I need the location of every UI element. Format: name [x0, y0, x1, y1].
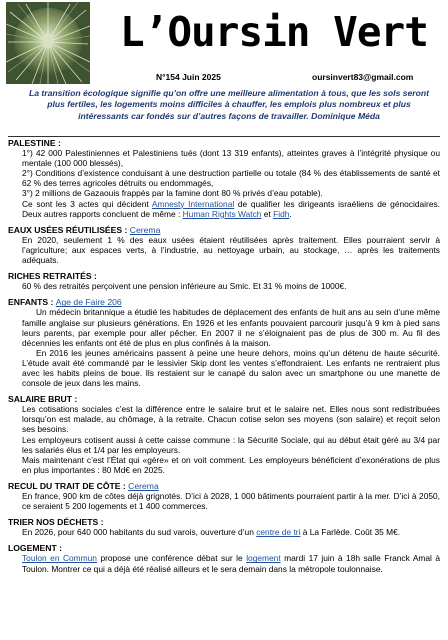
link-hrw[interactable]: Human Rights Watch — [182, 208, 262, 219]
title-text: ENFANTS : — [8, 297, 54, 308]
text: . — [289, 208, 292, 219]
text: propose une conférence débat sur le — [100, 553, 243, 564]
section-trier — [8, 517, 440, 537]
section-title — [8, 481, 440, 491]
section-divider — [8, 136, 440, 137]
paragraph: En 2020, seulement 1 % des eaux usées étaient réutilisées après traitement. Elles pourraient servir à l’agriculture; aux espaces verts, à l’industrie, au nettoyage urbain, au stockage, … après les traitements adéquats. — [22, 234, 440, 266]
link-amnesty[interactable]: Amnesty International — [151, 198, 235, 209]
header — [0, 0, 448, 86]
text: de qualifier les dirigeants israéliens de génocidaires. Deux autres rapports concluent de même : — [22, 198, 440, 219]
section-palestine — [8, 136, 440, 219]
text: Ce sont les 3 actes qui décident — [22, 198, 149, 209]
paragraph — [8, 553, 440, 573]
paragraph: 1°) 42 000 Palestiniennes et Palestiniens tués (dont 13 319 enfants), atteintes graves à l’intégrité physique ou mentale (100 000 blessés), — [22, 148, 440, 169]
paragraph: Un médecin britannique a étudié les habitudes de déplacement des enfants de huit ans au sein d’une même famille anglaise sur plusieurs générations. En 1926 et les enfants pouvaient parcourir jusqu’à 9 km à pied sans leurs parents, par exemple pour aller pêcher. En 2007 il ne s’éloignaient pas de plus de 300 m. Au fil des décennies les enfants ont été de plus en plus confinés à la maison. — [22, 307, 440, 348]
paragraph: 3°) 2 millions de Gazaouis frappés par la famine dont 80 % privés d’eau potable). — [22, 188, 323, 199]
section-title: RICHES RETRAITÉS : — [8, 271, 97, 282]
link-centre-de-tri[interactable]: centre de tri — [256, 527, 301, 538]
link-logement[interactable]: logement — [246, 553, 281, 564]
text: à La Farlède. Coût 35 M€. — [302, 527, 401, 538]
section-title: SALAIRE BRUT : — [8, 394, 78, 405]
section-recul — [8, 481, 440, 511]
contact-email[interactable]: oursinvert83@gmail.com — [312, 72, 414, 82]
section-title — [8, 297, 440, 307]
paragraph: Les employeurs cotisent aussi à cette caisse commune : la Sécurité Sociale, qui au début était géré au 3/4 par les salariés élus et 1/4 par les employeurs. — [22, 434, 440, 455]
section-title — [8, 225, 440, 235]
section-salaire — [8, 394, 440, 475]
title-text: EAUX USÉES RÉUTILISÉES : — [8, 224, 128, 235]
title-text: RECUL DU TRAIT DE CÔTE : — [8, 480, 126, 491]
link-cerema[interactable]: Cerema — [129, 224, 161, 235]
paragraph: En france, 900 km de côtes déjà grignotés. D’ici à 2028, 1 000 bâtiments pourraient partir à la mer. D’ici à 2050, ce seraient 5 200 logements et 1 400 commerces. — [22, 491, 440, 512]
paragraph: 60 % des retraités perçoivent une pension inférieure au Smic. Et 31 % moins de 1000€. — [22, 281, 347, 292]
section-title: LOGEMENT : — [8, 543, 62, 554]
intro-quote: La transition écologique signifie qu’on offre une meilleure alimentation à tous, que les sols seront plus fertiles, les logements moins difficiles à chauffer, les emplois plus nombreux et plus intéressants car fondés sur d’autres façons de travailler. Dominique Méda — [29, 88, 429, 121]
section-eaux — [8, 225, 440, 265]
link-fidh[interactable]: Fidh — [273, 208, 290, 219]
link-age-de-faire[interactable]: Age de Faire 206 — [55, 297, 122, 308]
sea-urchin-photo — [6, 2, 90, 84]
link-toulon-en-commun[interactable]: Toulon en Commun — [22, 553, 97, 564]
section-title: TRIER NOS DÉCHETS : — [8, 517, 104, 528]
link-cerema[interactable]: Cerema — [128, 480, 159, 491]
section-title: PALESTINE : — [8, 138, 61, 148]
paragraph: En 2016 les jeunes américains passent à peine une heure dehors, moins qu’un détenu de haute sécurité. L’étude avait été commandé par le lessivier Skip dont les ventes s’effondraient. Les enfants ne rentraient plus avec les habits pleins de boue. Ils restaient sur le canapé du salon avec un smartphone ou une manette de console de jeux dans les mains. — [22, 347, 440, 389]
section-enfants — [8, 297, 440, 388]
text: En 2026, pour 640 000 habitants du sud varois, ouverture d’un — [22, 527, 254, 538]
section-riches — [8, 271, 440, 291]
section-logement — [8, 543, 440, 573]
main-content — [8, 136, 440, 580]
issue-number: N°154 Juin 2025 — [156, 72, 221, 82]
paragraph: 2°) Conditions d’existence conduisant à une destruction partielle ou totale (84 % des établissements de santé et 62 % des terres agricoles détruits ou endommagés, — [22, 168, 440, 189]
text: mardi 17 juin à 18h salle Franck Amal à Toulon. Montrer ce qui a déjà été réalisé ailleurs et le sera demain dans la métropole toulonnaise. — [22, 553, 441, 574]
paragraph: Les cotisations sociales c’est la différence entre le salaire brut et le salaire net. Elles nous sont redistribuées lorsqu’on est malade, au chômage, à la retraite. Chacun cotise selon ses moyens (son salaire) et reçoit selon ses besoins. — [22, 404, 440, 435]
paragraph: Mais maintenant c’est l’État qui «gère» et on voit comment. Les employeurs bénéficient d’exonérations de plus en plus importantes : 80 Md€ en 2025. — [22, 454, 440, 475]
text: et — [263, 208, 271, 219]
paragraph — [8, 199, 440, 219]
paragraph — [8, 527, 440, 537]
newsletter-title: L’Oursin Vert — [120, 8, 428, 56]
